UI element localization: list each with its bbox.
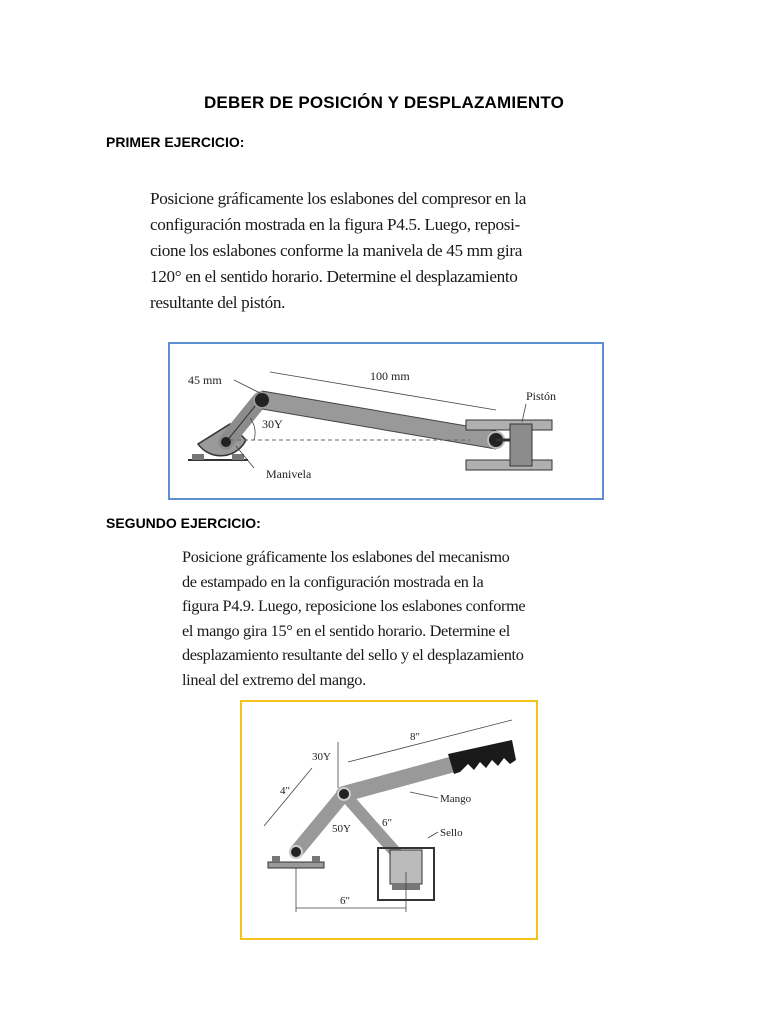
handle-grip — [448, 740, 516, 774]
statement-line: figura P4.9. Luego, reposicione los eslabones conforme — [182, 596, 526, 615]
base-length-label: 6" — [340, 895, 350, 907]
exercise-1-heading: PRIMER EJERCICIO: — [106, 134, 245, 150]
ground-pin — [290, 846, 302, 858]
seal-leader — [428, 832, 438, 838]
crank-length-label: 45 mm — [188, 373, 222, 387]
statement-line: de estampado en la configuración mostrada en la — [182, 571, 484, 591]
ground-support — [232, 454, 244, 460]
handle-length-label: 8" — [410, 731, 420, 743]
dimension-leader — [234, 380, 262, 394]
ground-support — [272, 856, 280, 862]
rod-length-label: 100 mm — [370, 369, 410, 383]
compressor-mechanism-diagram — [170, 344, 602, 498]
angle-top-label: 30Y — [312, 751, 331, 763]
handle-leader — [410, 792, 438, 798]
angle-label: 30Y — [262, 417, 283, 431]
statement-line: resultante del pistón. — [150, 293, 286, 312]
handle-label: Mango — [440, 793, 472, 805]
statement-line: lineal del extremo del mango. — [182, 669, 366, 689]
piston-leader — [522, 404, 526, 422]
statement-line: 120° en el sentido horario. Determine el desplazamiento — [150, 267, 518, 286]
statement-line: configuración mostrada en la figura P4.5. Luego, reposi- — [150, 215, 520, 234]
handle-bar — [344, 764, 454, 794]
crank-label: Manivela — [266, 467, 312, 481]
exercise-2-heading: SEGUNDO EJERCICIO: — [106, 515, 261, 531]
handle-pin — [338, 788, 350, 800]
statement-line: desplazamiento resultante del sello y el desplazamiento — [182, 645, 524, 664]
piston-guide-bottom — [466, 460, 552, 470]
piston-label: Pistón — [526, 389, 557, 403]
statement-line: Posicione gráficamente los eslabones del mecanismo — [182, 547, 510, 566]
page-title: DEBER DE POSICIÓN Y DESPLAZAMIENTO — [203, 93, 565, 112]
exercise-2-statement — [182, 545, 592, 692]
angle-mid-label: 50Y — [332, 823, 351, 835]
link-length-label: 4" — [280, 785, 290, 797]
dimension-line — [264, 768, 312, 826]
coupler-length-label: 6" — [382, 817, 392, 829]
stamping-mechanism-diagram — [242, 702, 536, 938]
ground-support — [312, 856, 320, 862]
statement-line: cione los eslabones conforme la manivela de 45 mm gira — [150, 241, 522, 260]
seal-label: Sello — [440, 827, 463, 839]
compressor-figure — [168, 342, 604, 500]
stamping-figure — [240, 700, 538, 940]
piston-guide-top — [466, 420, 552, 430]
piston-block — [510, 424, 532, 466]
ground-base — [268, 862, 324, 868]
crank-pivot — [221, 437, 231, 447]
crank-pin — [255, 393, 269, 407]
ground-support — [192, 454, 204, 460]
exercise-1-statement — [150, 186, 620, 316]
statement-line: el mango gira 15° en el sentido horario. Determine el — [182, 620, 510, 640]
connecting-rod — [262, 400, 496, 440]
statement-line: Posicione gráficamente los eslabones del compresor en la — [150, 189, 527, 208]
